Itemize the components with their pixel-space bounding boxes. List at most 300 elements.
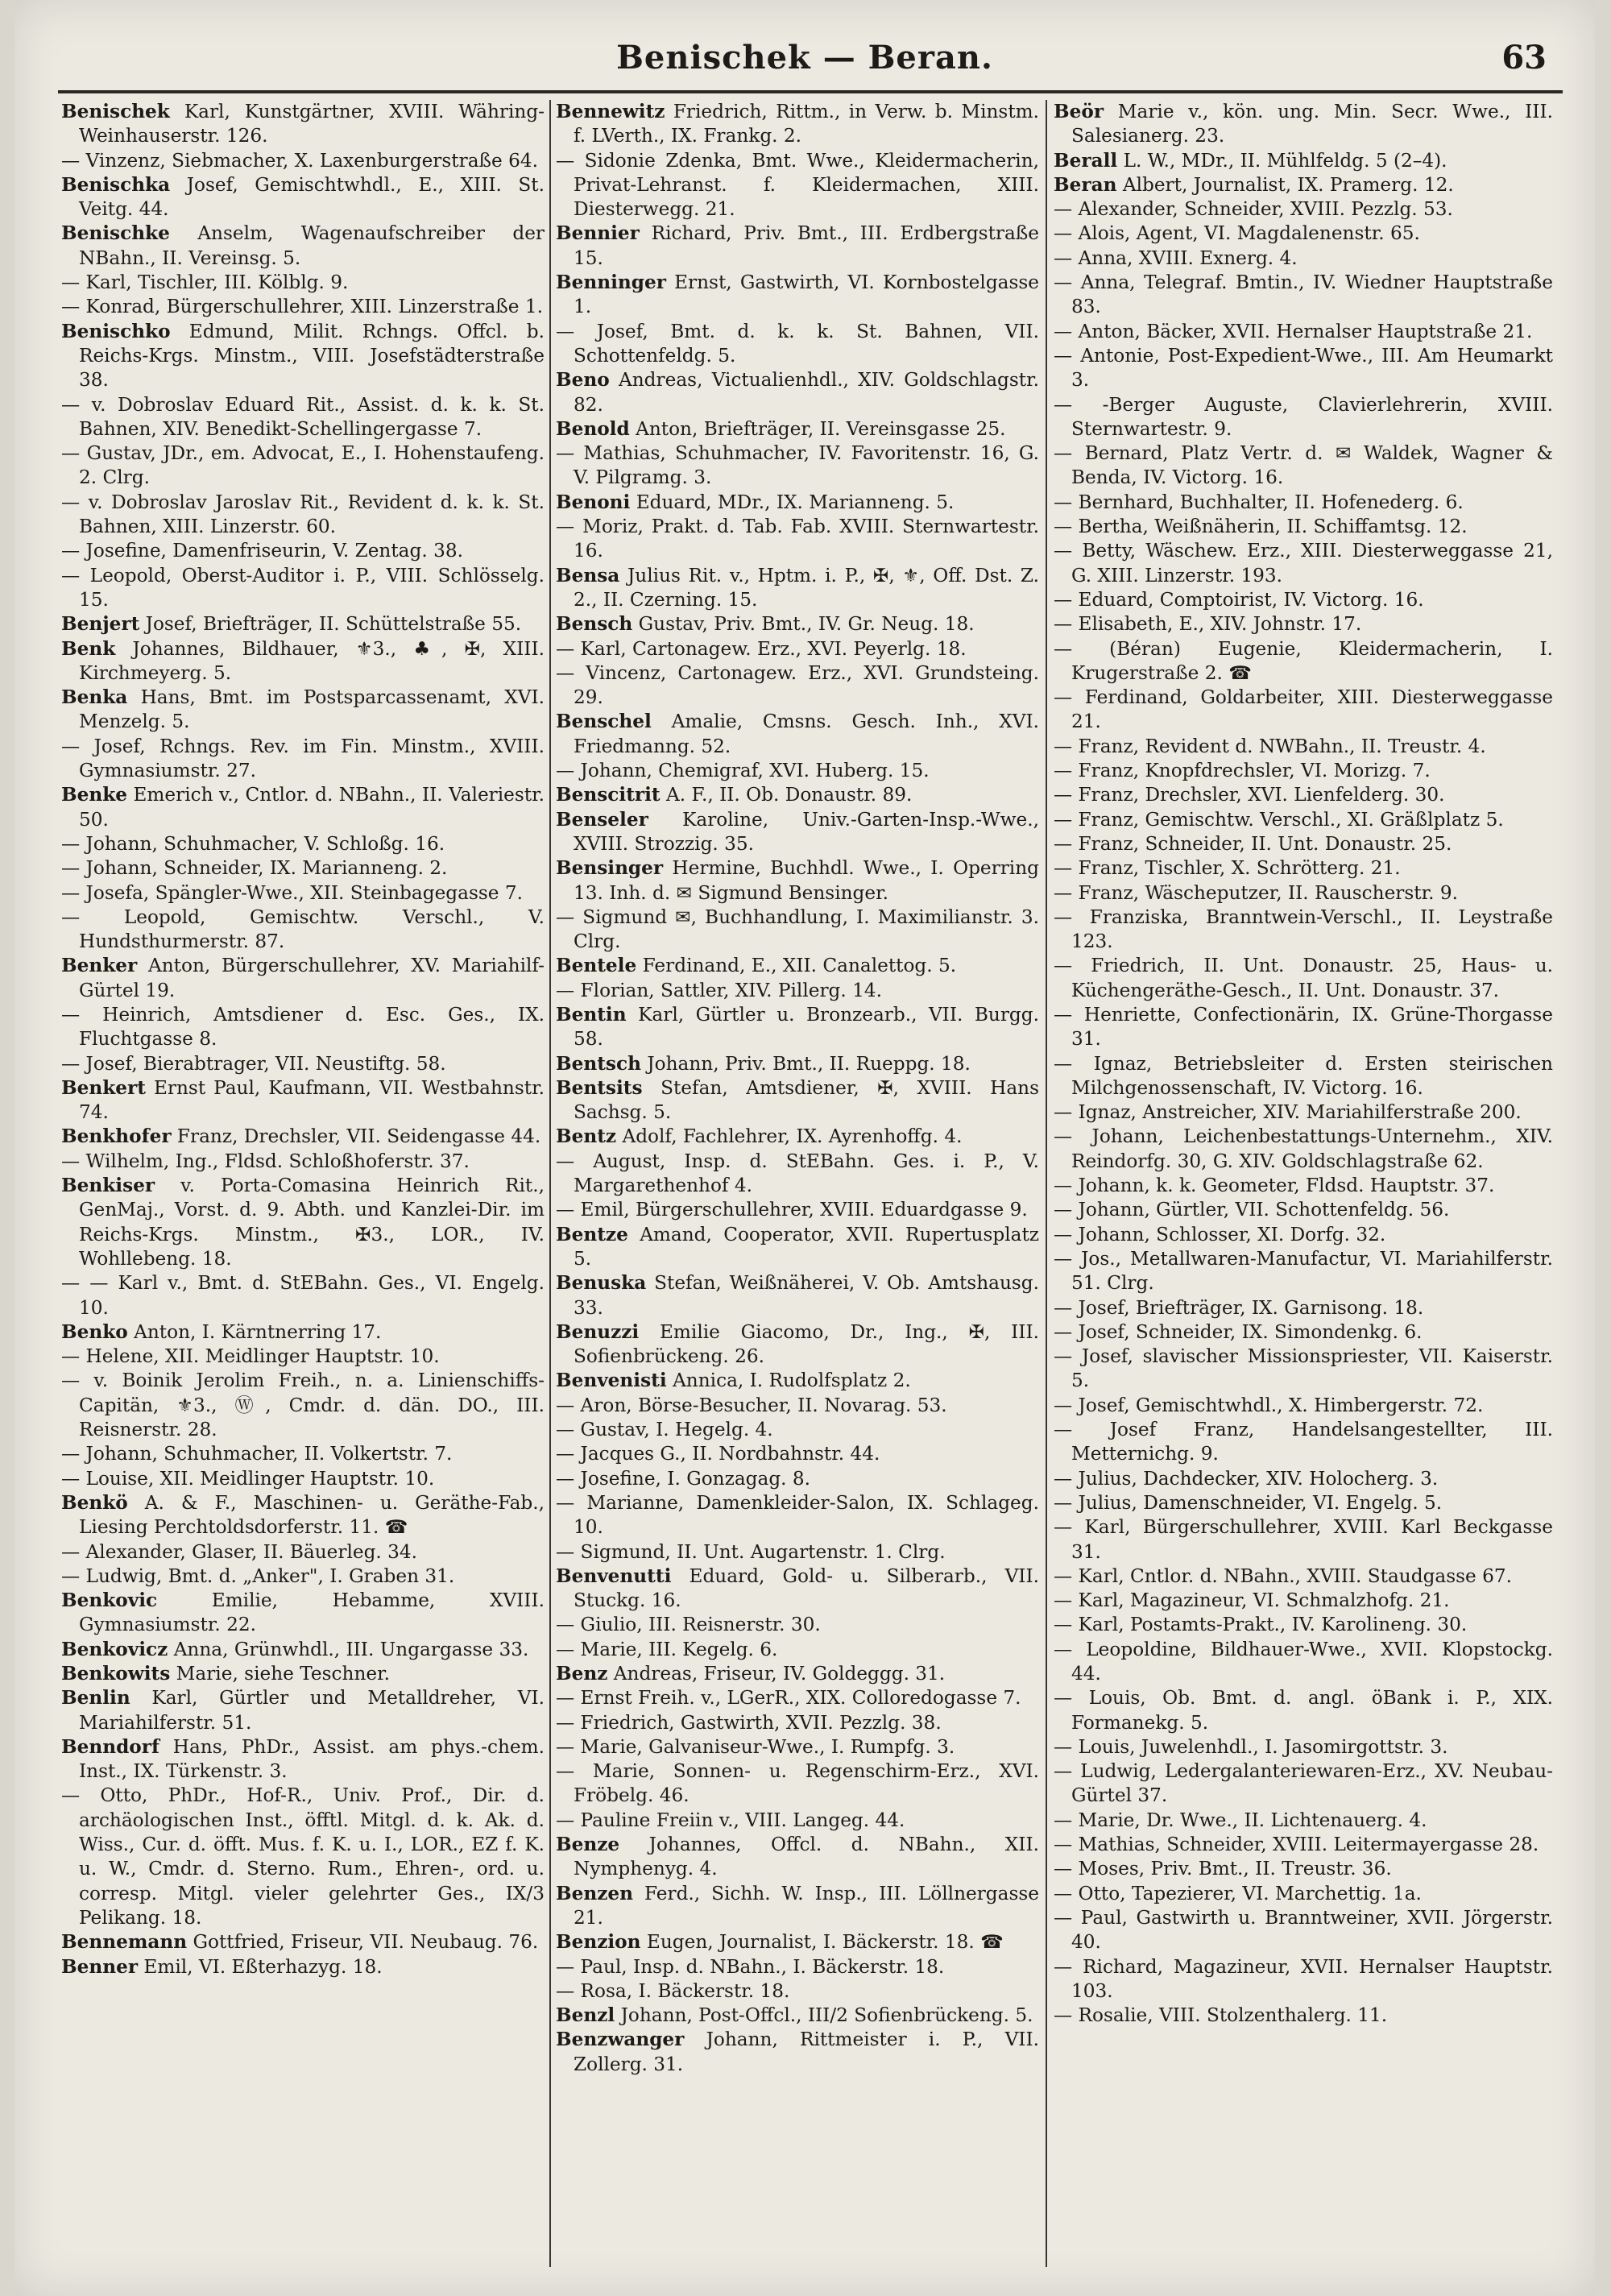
directory-entry [61,1150,545,1174]
entry-details: — Ignaz, Betriebsleiter d. Ersten steirischen Milchgenossenschaft, IV. Victorg. 16. [1054,1052,1553,1099]
directory-entry [556,1198,1039,1222]
entry-details: — Otto, PhDr., Hof-R., Univ. Prof., Dir. d. archäologischen Inst., öfftl. Mitgl. d. k. Ak. d. Wiss., Cur. d. öfft. Mus. f. K. u. I., LOR., EZ f. K. u. W., Cmdr. d. Sterno. Rum., Ehren-, ord. u. corresp. Mitgl. vieler gelehrter Ges., IX/3 Pelikang. 18. [61,1784,545,1929]
directory-entry [556,1271,1039,1320]
directory-entry [61,441,545,491]
entry-details: — Bertha, Weißnäherin, II. Schiffamtsg. 12. [1054,516,1468,538]
entry-details: — Antonie, Post-Expedient-Wwe., III. Am Heumarkt 3. [1054,344,1553,392]
directory-entry [61,1052,545,1076]
entry-details: — Josefa, Spängler-Wwe., XII. Steinbagegasse 7. [61,881,523,904]
directory-entry [1054,856,1553,881]
entry-details: — Mathias, Schuhmacher, IV. Favoritenstr. 16, G. V. Pilgramg. 3. [556,442,1039,489]
entry-details: — Johann, Schuhmacher, II. Volkertstr. 7. [61,1443,453,1465]
directory-entry [556,661,1039,711]
directory-entry [556,856,1039,906]
entry-surname: Beran [1054,173,1117,196]
column-1 [61,100,545,2267]
entry-details: — Heinrich, Amtsdiener d. Esc. Ges., IX. Fluchtgasse 8. [61,1003,545,1051]
entry-details: — Franz, Tischler, X. Schrötterg. 21. [1054,857,1401,880]
entry-surname: Bentze [556,1223,628,1245]
directory-entry [556,1394,1039,1418]
entry-surname: Benkö [61,1491,128,1514]
directory-entry [556,1369,1039,1393]
entry-details: — Gustav, I. Hegelg. 4. [556,1419,773,1441]
directory-entry [556,710,1039,759]
entry-details: Karoline, Univ.-Garten-Insp.-Wwe., XVIII. Strozzig. 35. [574,808,1039,855]
entry-details: — Alexander, Glaser, II. Bäuerleg. 34. [61,1540,418,1563]
entry-surname: Benlin [61,1687,130,1710]
entry-details: Johann, Rittmeister i. P., VII. Zollerg. 31. [574,2029,1039,2075]
entry-details: — Elisabeth, E., XIV. Johnstr. 17. [1054,613,1362,636]
entry-details: Johannes, Offcl. d. NBahn., XII. Nymphenyg. 4. [574,1834,1039,1880]
directory-entry [556,320,1039,369]
directory-entry [1054,100,1553,149]
directory-entry [556,564,1039,613]
entry-details: — Mathias, Schneider, XVIII. Leitermayergasse 28. [1054,1834,1539,1856]
entry-details: Eugen, Journalist, I. Bäckerstr. 18. ☎ [646,1931,1004,1954]
directory-entry [1054,1857,1553,1881]
entry-details: — Leopold, Gemischtw. Verschl., V. Hundsthurmerstr. 87. [61,906,545,953]
directory-entry [1054,2004,1553,2028]
directory-entry [61,222,545,271]
entry-details: — Julius, Damenschneider, VI. Engelg. 5. [1054,1491,1443,1514]
directory-entry [556,1711,1039,1735]
entry-details: A. F., II. Ob. Donaustr. 89. [666,784,913,806]
entry-details: Emilie, Hebamme, XVIII. Gymnasiumstr. 22. [79,1589,545,1636]
entry-details: Ferd., Sichh. W. Insp., III. Löllnergasse 21. [574,1882,1039,1929]
entry-details: — Josef, Briefträger, IX. Garnisong. 18. [1054,1296,1424,1319]
entry-details: — Sidonie Zdenka, Bmt. Wwe., Kleidermacherin, Privat-Lehranst. f. Kleidermachen, XIII. Diesterwegg. 21. [556,149,1039,221]
entry-surname: Benzl [556,2004,615,2027]
entry-details: Johannes, Bildhauer, ⚜3., ♣, ✠, XIII. Kirchmeyerg. 5. [79,637,545,684]
directory-entry [1054,612,1553,636]
entry-details: — Betty, Wäschew. Erz., XIII. Diesterweggasse 21, G. XIII. Linzerstr. 193. [1054,540,1553,586]
entry-surname: Benschel [556,711,652,733]
entry-surname: Benuska [556,1272,647,1295]
directory-entry [556,1809,1039,1833]
entry-details: — Karl, Magazineur, VI. Schmalzhofg. 21. [1054,1589,1450,1612]
directory-entry [1054,1735,1553,1759]
directory-entry [61,1565,545,1589]
entry-details: — Konrad, Bürgerschullehrer, XIII. Linzerstraße 1. [61,296,544,318]
entry-surname: Benoni [556,491,631,513]
entry-details: — Eduard, Comptoirist, IV. Victorg. 16. [1054,588,1424,611]
directory-entry [556,1686,1039,1710]
entry-details: — Henriette, Confectionärin, IX. Grüne-Thorgasse 31. [1054,1003,1553,1051]
entry-details: Anselm, Wagenaufschreiber der NBahn., II. Vereinsg. 5. [79,222,545,269]
directory-entry [1054,1613,1553,1637]
entry-details: — Josef Franz, Handelsangestellter, III. Metternichg. 9. [1054,1419,1553,1465]
directory-entry [1054,247,1553,271]
entry-details: — Rosalie, VIII. Stolzenthalerg. 11. [1054,2004,1388,2027]
entry-surname: Benk [61,637,116,660]
entry-surname: Bennewitz [556,101,665,122]
entry-details: — Franz, Revident d. NWBahn., II. Treustr. 4. [1054,735,1486,757]
entry-surname: Bensinger [556,857,664,880]
directory-entry [556,1540,1039,1565]
directory-entry [1054,320,1553,344]
entry-details: — Marie, III. Kegelg. 6. [556,1638,778,1660]
entry-details: — Helene, XII. Meidlinger Hauptstr. 10. [61,1345,440,1368]
entry-surname: Bentin [556,1003,627,1026]
entry-details: — -Berger Auguste, Clavierlehrerin, XVIII. Sternwartestr. 9. [1054,393,1553,440]
directory-entry [556,100,1039,149]
directory-entry [1054,1296,1553,1320]
entry-details: A. & F., Maschinen- u. Geräthe-Fab., Liesing Perchtoldsdorferstr. 11. ☎ [79,1491,545,1539]
directory-entry [556,1076,1039,1125]
directory-entry [1054,1589,1553,1613]
entry-details: Andreas, Friseur, IV. Goldeggg. 31. [613,1663,946,1685]
entry-details: Gustav, Priv. Bmt., IV. Gr. Neug. 18. [638,613,975,636]
entry-details: — Alexander, Schneider, XVIII. Pezzlg. 53. [1054,198,1453,221]
entry-details: — v. Dobroslav Jaroslav Rit., Revident d. k. k. St. Bahnen, XIII. Linzerstr. 60. [61,491,545,538]
entry-details: — Richard, Magazineur, XVII. Hernalser Hauptstr. 103. [1054,1955,1553,2002]
directory-entry [556,783,1039,807]
entry-surname: Benker [61,955,138,977]
entry-surname: Benner [61,1955,139,1978]
page-header [14,39,1595,87]
directory-entry [1054,1320,1553,1345]
directory-entry [1054,954,1553,1003]
entry-details: Anton, Bürgerschullehrer, XV. Mariahilf-Gürtel 19. [79,955,545,1001]
directory-entry [61,686,545,735]
entry-details: — Josefine, I. Gonzagag. 8. [556,1467,811,1490]
entry-details: — Louis, Juwelenhdl., I. Jasomirgottstr. 3. [1054,1735,1448,1758]
entry-surname: Bentsch [556,1052,641,1075]
directory-entry [556,1125,1039,1149]
directory-entry [1054,149,1553,173]
directory-entry [61,149,545,173]
entry-details: — Marianne, Damenkleider-Salon, IX. Schlageg. 10. [556,1491,1039,1539]
directory-entry [1054,881,1553,906]
directory-entry [61,564,545,613]
directory-entry [1054,1759,1553,1809]
directory-entry [61,637,545,686]
directory-entry [61,1442,545,1466]
entry-details: — Josef, Gemischtwhdl., X. Himbergerstr. 72. [1054,1394,1484,1416]
directory-entry [556,808,1039,857]
entry-details: v. Porta-Comasina Heinrich Rit., GenMaj., Vorst. d. 9. Abth. und Kanzlei-Dir. im Reichs-Krgs. Minstm., ✠3., LOR., IV. Wohllebeng. 18. [79,1175,545,1270]
entry-details: — Friedrich, Gastwirth, XVII. Pezzlg. 38. [556,1711,942,1734]
directory-entry [556,759,1039,783]
entry-details: Emilie Giacomo, Dr., Ing., ✠, III. Sofienbrückeng. 26. [574,1320,1039,1368]
entry-details: — Paul, Gastwirth u. Branntweiner, XVII. Jörgerstr. 40. [1054,1906,1553,1954]
entry-details: — Marie, Galvaniseur-Wwe., I. Rumpfg. 3. [556,1735,955,1758]
directory-entry [556,1150,1039,1199]
directory-entry [1054,1565,1553,1589]
directory-entry [1054,1906,1553,1955]
directory-entry [1054,344,1553,393]
directory-entry [61,1076,545,1125]
directory-entry [556,1735,1039,1759]
entry-surname: Benz [556,1663,608,1685]
entry-details: Johann, Priv. Bmt., II. Rueppg. 18. [647,1052,971,1075]
directory-entry [1054,1515,1553,1565]
entry-details: Gottfried, Friseur, VII. Neubaug. 76. [193,1931,539,1954]
entry-surname: Benvenutti [556,1565,672,1587]
entry-details: — Johann, Chemigraf, XVI. Huberg. 15. [556,760,930,782]
entry-details: — Leopoldine, Bildhauer-Wwe., XVII. Klopstockg. 44. [1054,1638,1553,1685]
directory-entry [556,2028,1039,2077]
entry-details: Marie, siehe Teschner. [176,1663,391,1685]
directory-entry [1054,1247,1553,1296]
directory-entry [1054,1418,1553,1467]
entry-details: — Franz, Schneider, II. Unt. Donaustr. 25. [1054,832,1452,855]
entry-details: — Louis, Ob. Bmt. d. angl. öBank i. P., XIX. Formanekg. 5. [1054,1687,1553,1734]
directory-entry [1054,1882,1553,1906]
directory-entry [1054,1223,1553,1247]
entry-details: Stefan, Weißnäherei, V. Ob. Amtshausg. 33. [574,1272,1039,1319]
column-divider [1046,100,1047,2267]
entry-details: Emerich v., Cntlor. d. NBahn., II. Valeriestr. 50. [79,784,545,831]
entry-details: — Karl, Cartonagew. Erz., XVI. Peyerlg. 18. [556,637,967,660]
entry-details: — Ernst Freih. v., LGerR., XIX. Colloredogasse 7. [556,1687,1021,1710]
directory-entry [1054,271,1553,320]
entry-details: — Josef, Bmt. d. k. k. St. Bahnen, VII. Schottenfeldg. 5. [556,320,1039,367]
entry-details: — Ignaz, Anstreicher, XIV. Mariahilferstraße 200. [1054,1101,1522,1124]
directory-entry [556,637,1039,661]
entry-details: Richard, Priv. Bmt., III. Erdbergstraße 15. [574,222,1039,269]
entry-details: — v. Dobroslav Eduard Rit., Assist. d. k. k. St. Bahnen, XIV. Benedikt-Schellingergasse 7. [61,393,545,440]
entry-details: — Anna, XVIII. Exnerg. 4. [1054,247,1298,269]
entry-surname: Benze [556,1834,620,1856]
entry-details: Johann, Post-Offcl., III/2 Sofienbrückeng. 5. [620,2004,1033,2027]
directory-entry [556,1613,1039,1637]
entry-surname: Benischek [61,101,170,122]
directory-entry [61,856,545,881]
entry-surname: Benka [61,686,128,709]
column-3 [1054,100,1553,2267]
directory-entry [61,100,545,149]
entry-details: — Sigmund, II. Unt. Augartenstr. 1. Clrg. [556,1540,946,1563]
directory-entry [556,1320,1039,1370]
directory-entry [1054,1833,1553,1857]
entry-details: — Marie, Dr. Wwe., II. Lichtenauerg. 4. [1054,1809,1427,1831]
directory-entry [1054,783,1553,807]
entry-details: — Ferdinand, Goldarbeiter, XIII. Diesterweggasse 21. [1054,686,1553,733]
entry-surname: Bennemann [61,1931,188,1954]
entry-details: — Gustav, JDr., em. Advocat, E., I. Hohenstaufeng. 2. Clrg. [61,442,545,489]
entry-details: Eduard, Gold- u. Silberarb., VII. Stuckg. 16. [574,1565,1039,1612]
directory-entry [556,906,1039,955]
entry-surname: Benkovic [61,1589,158,1612]
directory-entry [61,1467,545,1491]
entry-details: Karl, Kunstgärtner, XVIII. Währing-Weinhauserstr. 126. [79,101,545,147]
entry-surname: Beno [556,369,610,392]
directory-entry [556,979,1039,1003]
entry-details: — Louise, XII. Meidlinger Hauptstr. 10. [61,1467,435,1490]
directory-entry [556,1223,1039,1272]
directory-entry [556,1638,1039,1662]
entry-details: Anna, Grünwhdl., III. Ungargasse 33. [173,1638,529,1660]
directory-entry [556,1882,1039,1931]
directory-entry [61,295,545,319]
entry-surname: Benvenisti [556,1370,667,1392]
entry-surname: Benkowits [61,1663,171,1685]
entry-details: — Franz, Wäscheputzer, II. Rauscherstr. 9. [1054,881,1458,904]
directory-entry [61,173,545,222]
column-2 [556,100,1039,2267]
entry-details: Adolf, Fachlehrer, IX. Ayrenhoffg. 4. [622,1125,963,1148]
entry-details: — Ludwig, Ledergalanteriewaren-Erz., XV. Neubau-Gürtel 37. [1054,1760,1553,1807]
entry-details: — Johann, Gürtler, VII. Schottenfeldg. 56. [1054,1199,1450,1221]
directory-entry [556,515,1039,564]
entry-surname: Bensa [556,564,620,586]
directory-entry [556,612,1039,636]
page-number: 63 [1501,39,1547,77]
directory-entry [61,1125,545,1149]
entry-details: — Anna, Telegraf. Bmtin., IV. Wiedner Hauptstraße 83. [1054,271,1553,318]
entry-details: — Emil, Bürgerschullehrer, XVIII. Eduardgasse 9. [556,1199,1028,1221]
header-rule [58,90,1563,93]
directory-entry [556,1418,1039,1442]
entry-details: — Josef, Rchngs. Rev. im Fin. Minstm., XVIII. Gymnasiumstr. 27. [61,735,545,782]
directory-entry [1054,441,1553,491]
directory-entry [61,1271,545,1320]
entry-details: Andreas, Victualienhdl., XIV. Goldschlagstr. 82. [574,369,1039,416]
directory-entry [556,491,1039,515]
directory-entry [1054,832,1553,856]
directory-entry [1054,393,1553,442]
directory-entry [61,1174,545,1271]
entry-details: — Anton, Bäcker, XVII. Hernalser Hauptstraße 21. [1054,320,1533,342]
directory-entry [1054,637,1553,686]
directory-entry [1054,197,1553,222]
entry-details: Ferdinand, E., XII. Canalettog. 5. [642,955,957,977]
directory-entry [61,735,545,784]
directory-entry [1054,1394,1553,1418]
entry-details: Karl, Gürtler u. Bronzearb., VII. Burgg. 58. [574,1003,1039,1051]
directory-entry [61,1320,545,1345]
directory-entry [556,149,1039,222]
entry-details: — Josef, slavischer Missionspriester, VII. Kaiserstr. 5. [1054,1345,1553,1392]
entry-details: — Bernhard, Buchhalter, II. Hofenederg. 6. [1054,491,1464,513]
directory-entry [61,1540,545,1565]
directory-entry [61,271,545,295]
entry-surname: Benold [556,417,630,440]
entry-details: Karl, Gürtler und Metalldreher, VI. Mariahilferstr. 51. [79,1687,545,1734]
directory-entry [61,1930,545,1954]
entry-details: Julius Rit. v., Hptm. i. P., ✠, ⚜, Off. Dst. Z. 2., II. Czerning. 15. [574,564,1039,611]
directory-entry [556,1955,1039,1979]
entry-surname: Benninger [556,271,666,294]
entry-details: — Moriz, Prakt. d. Tab. Fab. XVIII. Sternwartestr. 16. [556,516,1039,562]
directory-entry [1054,906,1553,955]
entry-details: — Pauline Freiin v., VIII. Langeg. 44. [556,1809,905,1831]
entry-details: — (Béran) Eugenie, Kleidermacherin, I. Krugerstraße 2. ☎ [1054,637,1553,684]
entry-details: Stefan, Amtsdiener, ✠, XVIII. Hans Sachsg. 5. [574,1076,1039,1124]
entry-details: L. W., MDr., II. Mühlfeldg. 5 (2–4). [1123,149,1447,172]
entry-details: Amand, Cooperator, XVII. Rupertusplatz 5. [574,1223,1039,1270]
directory-entry [556,1979,1039,2004]
directory-entry [61,1345,545,1369]
entry-details: — Giulio, III. Reisnerstr. 30. [556,1614,821,1636]
directory-entry [1054,1125,1553,1174]
entry-surname: Berall [1054,149,1118,172]
directory-entry [61,1735,545,1784]
entry-details: Annica, I. Rudolfsplatz 2. [673,1370,911,1392]
entry-details: — Wilhelm, Ing., Fldsd. Schloßhoferstr. 37. [61,1150,470,1172]
directory-entry [556,1759,1039,1809]
directory-entry [556,1565,1039,1614]
directory-entry [61,783,545,832]
entry-surname: Benseler [556,808,648,831]
entry-details: — Johann, Schlosser, XI. Dorfg. 32. [1054,1223,1386,1245]
entry-details: — Aron, Börse-Besucher, II. Novarag. 53. [556,1394,947,1416]
entry-details: — Johann, Schuhmacher, V. Schloßg. 16. [61,832,445,855]
entry-details: — Moses, Priv. Bmt., II. Treustr. 36. [1054,1858,1392,1880]
directory-entry [1054,539,1553,588]
entry-details: Amalie, Cmsns. Gesch. Inh., XVI. Friedmanng. 52. [574,711,1039,757]
entry-surname: Benscitrit [556,784,661,806]
entry-surname: Bensch [556,613,633,636]
directory-entry [1054,808,1553,832]
directory-entry [61,1589,545,1638]
column-divider [549,100,551,2267]
entry-details: Ernst Paul, Kaufmann, VII. Westbahnstr. 74. [79,1076,545,1124]
entry-details: Edmund, Milit. Rchngs. Offcl. b. Reichs-Krgs. Minstm., VIII. Josefstädterstraße 38. [79,320,545,392]
entry-details: — Karl, Bürgerschullehrer, XVIII. Karl Beckgasse 31. [1054,1516,1553,1563]
entry-details: Emil, VI. Eßterhazyg. 18. [143,1955,383,1978]
entry-surname: Benko [61,1320,128,1343]
entry-surname: Benzwanger [556,2029,685,2051]
entry-details: — Josefine, Damenfriseurin, V. Zentag. 38. [61,540,463,562]
directory-entry [556,1662,1039,1686]
entry-details: — Marie, Sonnen- u. Regenschirm-Erz., XVI. Fröbelg. 46. [556,1760,1039,1807]
entry-details: Josef, Gemischtwhdl., E., XIII. St. Veitg. 44. [79,173,545,221]
directory-entry [61,1955,545,1979]
entry-details: Eduard, MDr., IX. Marianneng. 5. [636,491,955,513]
directory-entry [1054,173,1553,197]
directory-page [14,0,1595,2296]
directory-entry [556,368,1039,417]
entry-details: — Alois, Agent, VI. Magdalenenstr. 65. [1054,222,1420,245]
entry-details: — August, Insp. d. StEBahn. Ges. i. P., V. Margarethenhof 4. [556,1150,1039,1197]
entry-details: — — Karl v., Bmt. d. StEBahn. Ges., VI. Engelg. 10. [61,1272,545,1319]
directory-entry [556,1052,1039,1076]
entry-surname: Bennier [556,222,640,245]
directory-entry [1054,759,1553,783]
directory-entry [1054,735,1553,759]
entry-details: — Bernard, Platz Vertr. d. ✉ Waldek, Wagner & Benda, IV. Victorg. 16. [1054,442,1553,489]
directory-entry [556,1833,1039,1882]
entry-details: Hermine, Buchhdl. Wwe., I. Operring 13. Inh. d. ✉ Sigmund Bensinger. [574,857,1039,904]
entry-details: — Vinzenz, Siebmacher, X. Laxenburgerstraße 64. [61,149,538,172]
entry-details: — Leopold, Oberst-Auditor i. P., VIII. Schlösselg. 15. [61,564,545,611]
directory-entry [556,1442,1039,1466]
directory-entry [61,1003,545,1052]
entry-details: — Johann, k. k. Geometer, Fldsd. Hauptstr. 37. [1054,1175,1495,1197]
directory-entry [1054,686,1553,735]
entry-details: — Jos., Metallwaren-Manufactur, VI. Mariahilferstr. 51. Clrg. [1054,1247,1553,1295]
entry-details: — Franz, Gemischtw. Verschl., XI. Gräßlplatz 5. [1054,808,1504,831]
directory-entry [556,1491,1039,1540]
directory-entry [1054,1809,1553,1833]
directory-entry [61,1662,545,1686]
entry-surname: Benke [61,784,128,806]
entry-details: — Ludwig, Bmt. d. „Anker", I. Graben 31. [61,1565,455,1587]
directory-entry [61,954,545,1003]
directory-entry [556,271,1039,320]
entry-surname: Benkiser [61,1175,155,1197]
entry-details: — Rosa, I. Bäckerstr. 18. [556,1979,790,2002]
entry-surname: Benjert [61,613,140,636]
entry-details: — Karl, Cntlor. d. NBahn., XVIII. Staudgasse 67. [1054,1565,1513,1587]
entry-details: — Karl, Postamts-Prakt., IV. Karolineng. 30. [1054,1614,1468,1636]
directory-entry [556,222,1039,271]
entry-surname: Benkhofer [61,1125,172,1148]
entry-surname: Benuzzi [556,1320,640,1343]
entry-details: — Julius, Dachdecker, XIV. Holocherg. 3. [1054,1467,1439,1490]
